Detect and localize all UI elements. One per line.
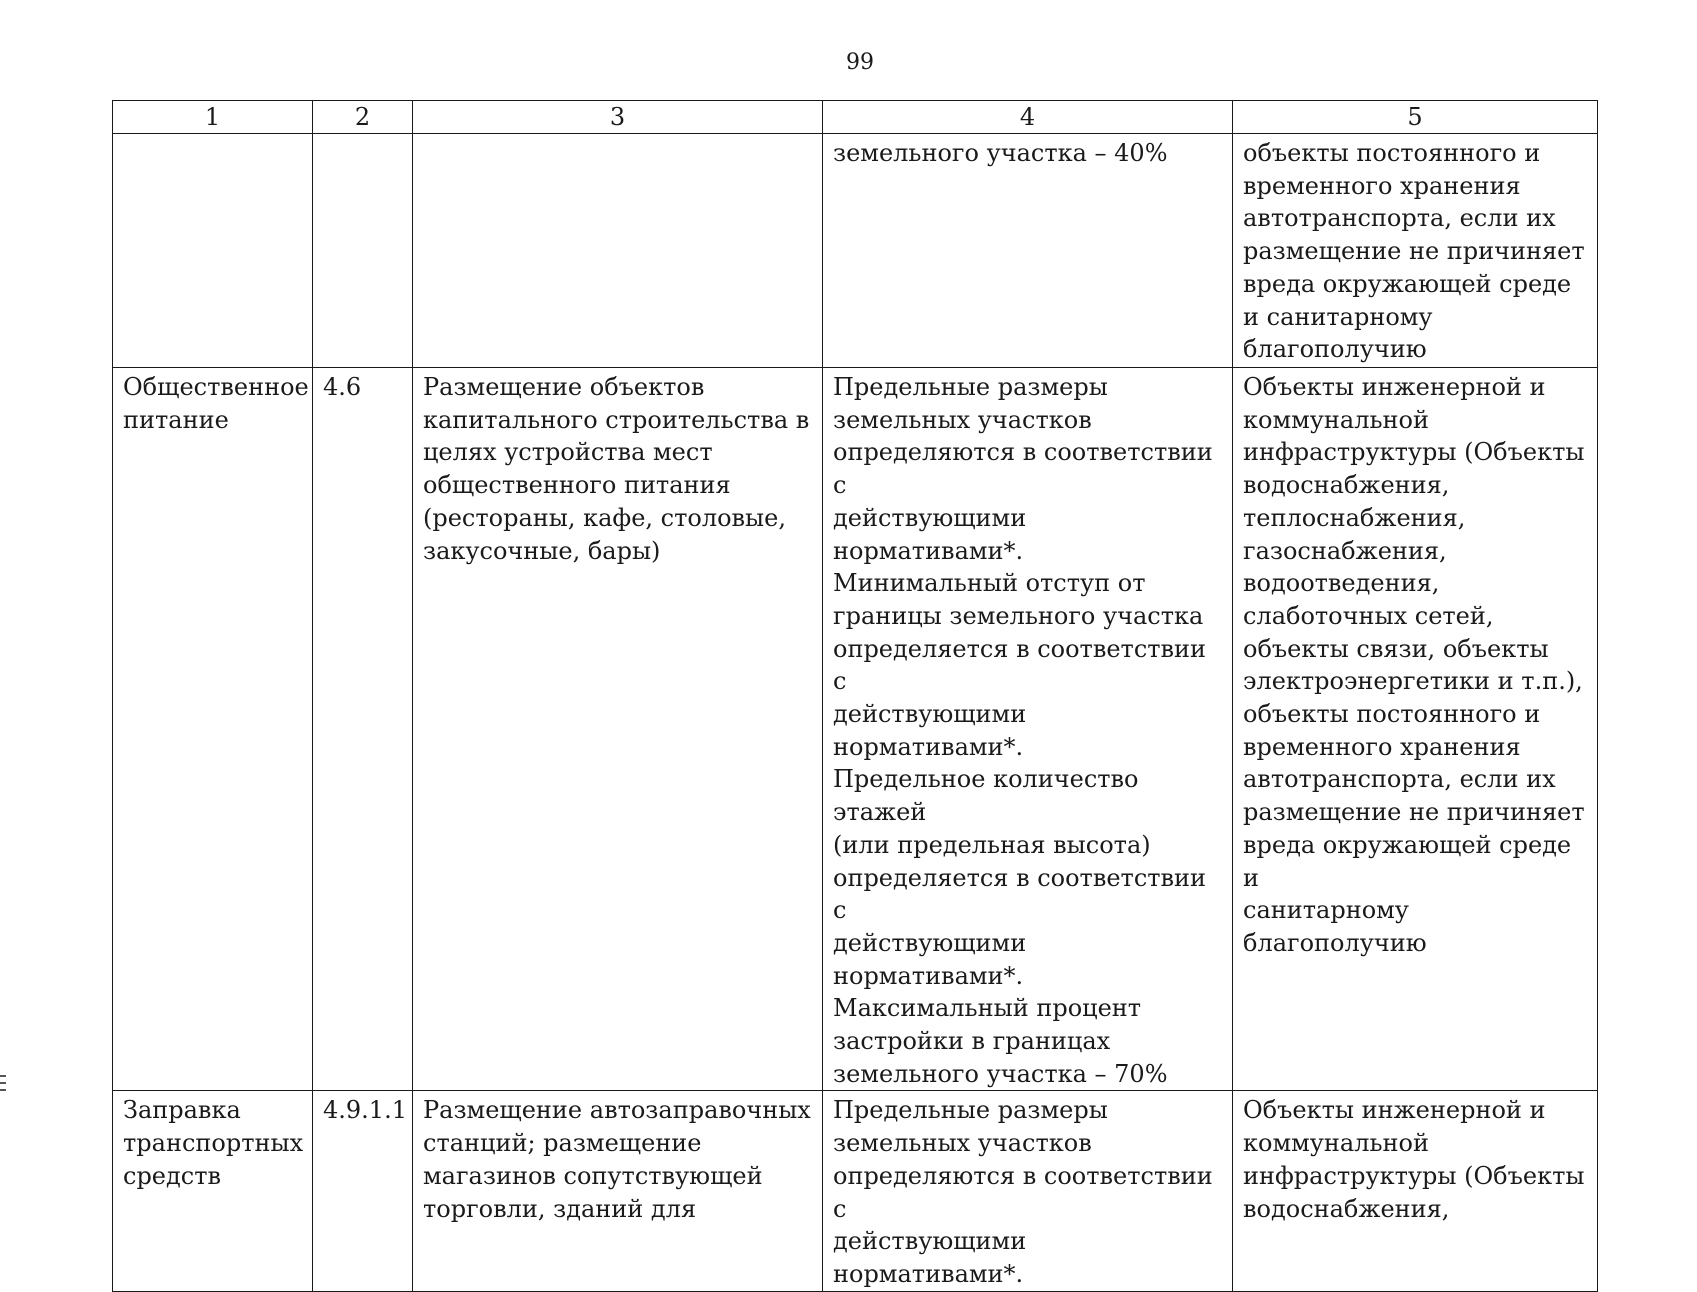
land-use-table: [112, 100, 1598, 1292]
table-row: [113, 368, 1598, 1091]
cell-use-name: Заправка транспортных средств: [113, 1091, 313, 1291]
cell-use-code: [313, 134, 413, 368]
page-number: 99: [846, 50, 874, 75]
cell-auxiliary-uses: Объекты инженерной и коммунальной инфраструктуры (Объекты водоснабжения, теплоснабжения, газоснабжения, водоотведения, слаботочных сетей, объекты связи, объекты электроэнергетики и т.п.), объекты постоянного и временного хранения автотранспорта, если их размещение не причиняет вреда окружающей среде и санитарному благополучию: [1233, 368, 1598, 1091]
cell-use-code: 4.9.1.1: [313, 1091, 413, 1291]
cell-use-name: Общественное питание: [113, 368, 313, 1091]
cell-auxiliary-uses: Объекты инженерной и коммунальной инфраструктуры (Объекты водоснабжения,: [1233, 1091, 1598, 1291]
cell-use-name: [113, 134, 313, 368]
cell-use-description: Размещение объектов капитального строительства в целях устройства мест общественного питания (рестораны, кафе, столовые, закусочные, бары): [413, 368, 823, 1091]
cell-auxiliary-uses: объекты постоянного и временного хранения автотранспорта, если их размещение не причиняет вреда окружающей среде и санитарному благополучию: [1233, 134, 1598, 368]
cell-use-description: [413, 134, 823, 368]
cell-parameters: Предельные размеры земельных участков определяются в соответствии с действующими нормативами*.: [823, 1091, 1233, 1291]
header-col-1: 1: [113, 101, 313, 134]
cell-parameters: земельного участка – 40%: [823, 134, 1233, 368]
header-col-2: 2: [313, 101, 413, 134]
table-header-row: [113, 101, 1598, 134]
header-col-3: 3: [413, 101, 823, 134]
scan-edge-mark: [0, 1075, 6, 1097]
header-col-4: 4: [823, 101, 1233, 134]
table-row: [113, 1091, 1598, 1291]
cell-use-description: Размещение автозаправочных станций; размещение магазинов сопутствующей торговли, зданий для: [413, 1091, 823, 1291]
table-row: [113, 134, 1598, 368]
cell-use-code: 4.6: [313, 368, 413, 1091]
header-col-5: 5: [1233, 101, 1598, 134]
cell-parameters: Предельные размеры земельных участков определяются в соответствии с действующими нормативами*. Минимальный отступ от границы земельного участка определяется в соответствии с действующими нормативами*. Предельное количество этажей (или предельная высота) определяется в соответствии с действующими нормативами*. Максимальный процент застройки в границах земельного участка – 70%: [823, 368, 1233, 1091]
